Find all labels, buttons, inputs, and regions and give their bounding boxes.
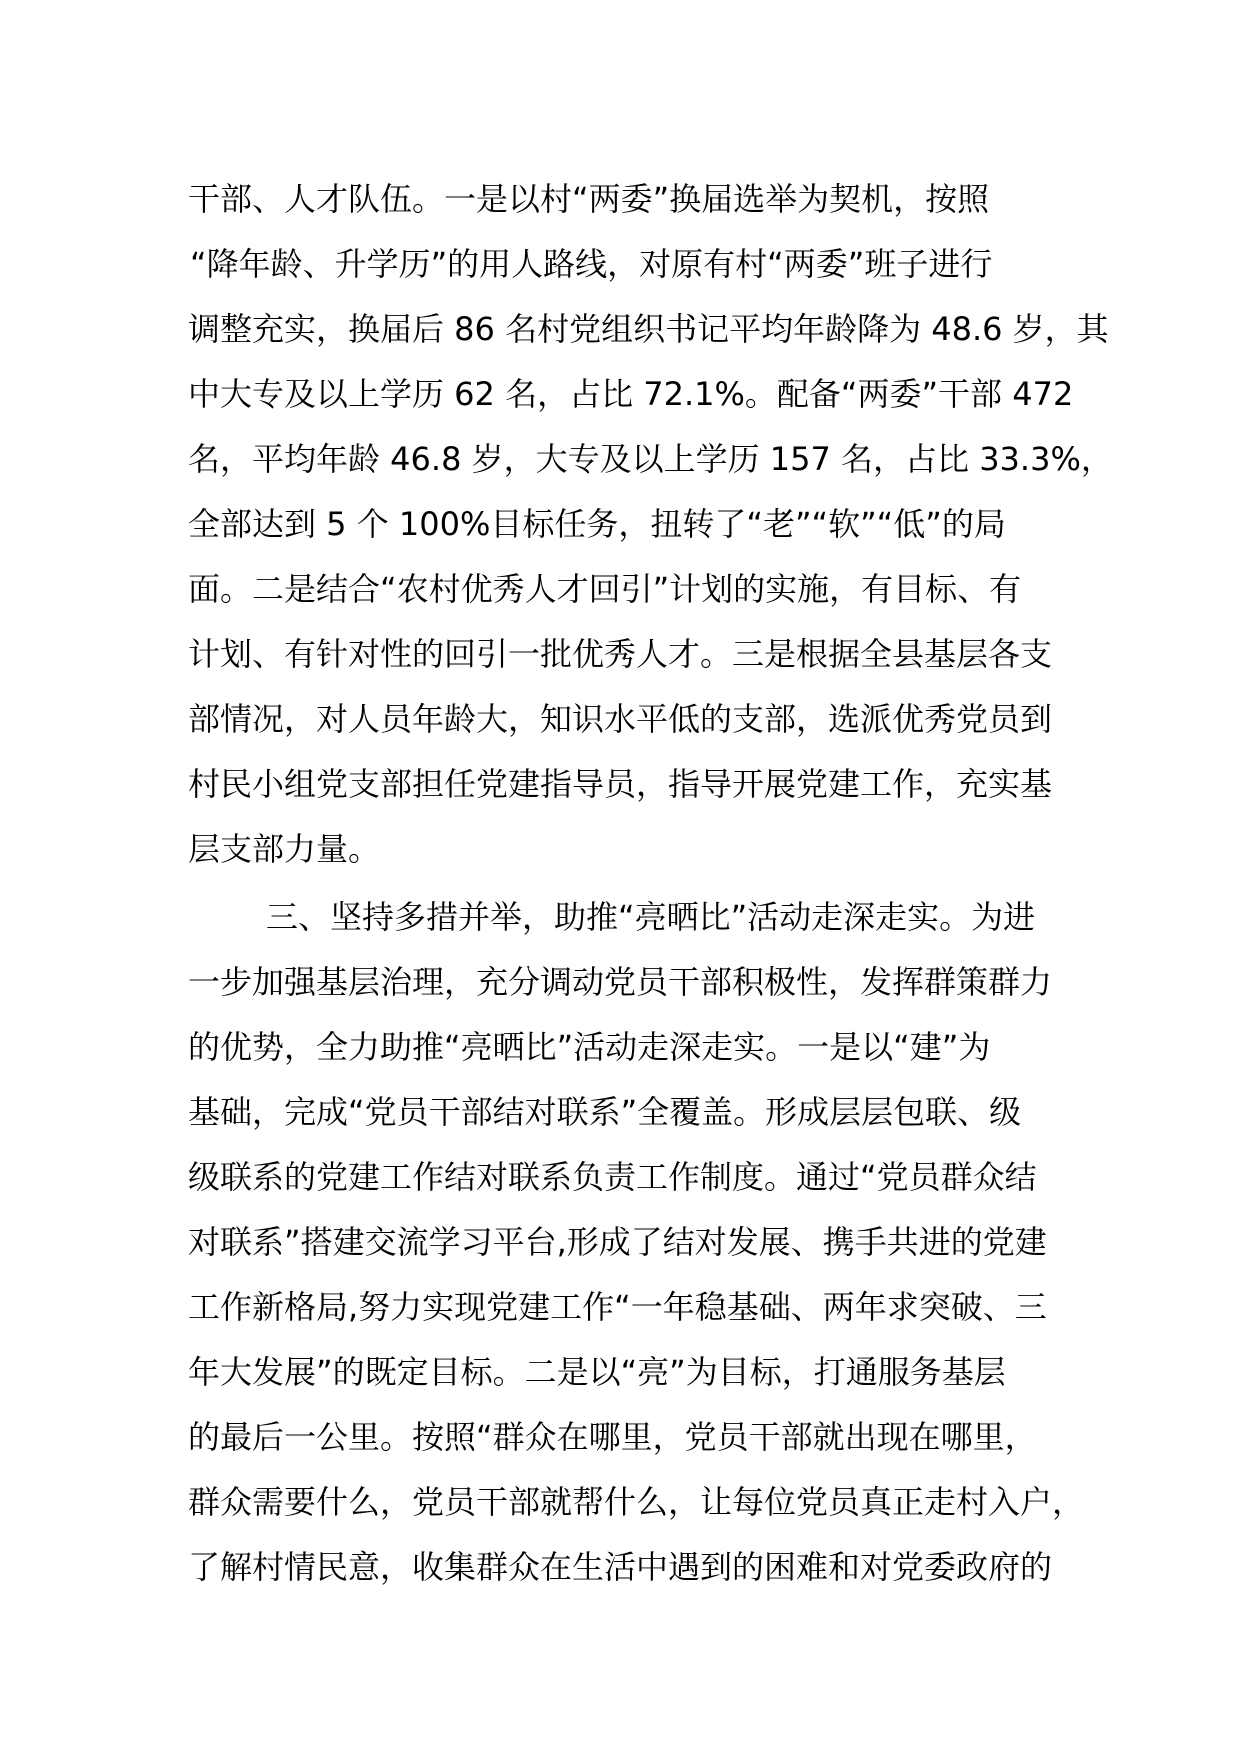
section-heading-line: 三、坚持多措并举，助推“亮晒比”活动走深走实。为进 [266, 898, 1036, 936]
paragraph-line: 中大专及以上学历 62 名，占比 72.1%。配备“两委”干部 472 [188, 375, 1074, 413]
paragraph-line: 的最后一公里。按照“群众在哪里，党员干部就出现在哪里， [188, 1418, 1037, 1456]
paragraph-line: 对联系”搭建交流学习平台,形成了结对发展、携手共进的党建 [188, 1223, 1047, 1261]
paragraph-line: 基础，完成“党员干部结对联系”全覆盖。形成层层包联、级 [188, 1093, 1022, 1131]
paragraph-line: “降年龄、升学历”的用人路线，对原有村“两委”班子进行 [190, 245, 993, 283]
paragraph-line: 一步加强基层治理，充分调动党员干部积极性，发挥群策群力 [188, 963, 1053, 1001]
paragraph-line: 全部达到 5 个 100%目标任务，扭转了“老”“软”“低”的局 [188, 505, 1006, 543]
paragraph-line: 部情况，对人员年龄大，知识水平低的支部，选派优秀党员到 [188, 700, 1053, 738]
paragraph-line: 层支部力量。 [188, 830, 381, 868]
paragraph-line: 了解村情民意，收集群众在生活中遇到的困难和对党委政府的 [188, 1548, 1053, 1586]
paragraph-line: 的优势，全力助推“亮晒比”活动走深走实。一是以“建”为 [188, 1028, 991, 1066]
paragraph-line: 名，平均年龄 46.8 岁，大专及以上学历 157 名，占比 33.3%， [188, 440, 1113, 478]
paragraph-line: 村民小组党支部担任党建指导员，指导开展党建工作，充实基 [188, 765, 1053, 803]
paragraph-line: 级联系的党建工作结对联系负责工作制度。通过“党员群众结 [188, 1158, 1037, 1196]
paragraph-line: 干部、人才队伍。一是以村“两委”换届选举为契机，按照 [188, 180, 990, 218]
paragraph-line: 调整充实，换届后 86 名村党组织书记平均年龄降为 48.6 岁，其 [188, 310, 1109, 348]
paragraph-line: 面。二是结合“农村优秀人才回引”计划的实施，有目标、有 [188, 570, 1022, 608]
paragraph-line: 计划、有针对性的回引一批优秀人才。三是根据全县基层各支 [188, 635, 1053, 673]
paragraph-line: 群众需要什么，党员干部就帮什么，让每位党员真正走村入户， [188, 1483, 1085, 1521]
paragraph-line: 工作新格局,努力实现党建工作“一年稳基础、两年求突破、三 [188, 1288, 1047, 1326]
paragraph-line: 年大发展”的既定目标。二是以“亮”为目标，打通服务基层 [188, 1353, 1006, 1391]
